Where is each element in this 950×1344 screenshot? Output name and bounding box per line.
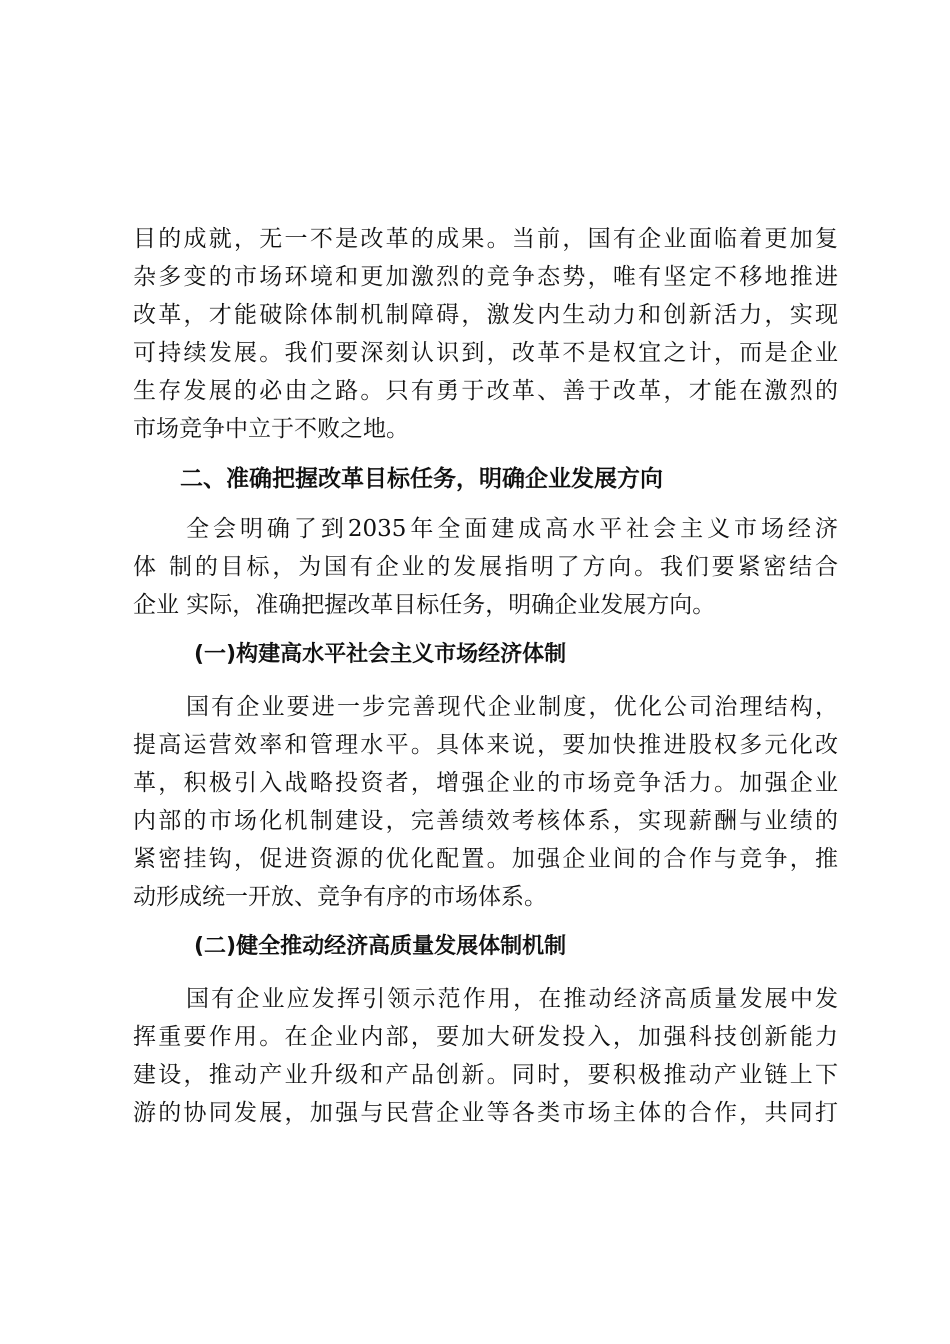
text-line: 国有企业要进一步完善现代企业制度，优化公司治理结构， bbox=[186, 694, 838, 720]
text-line: 改革，才能破除体制机制障碍，激发内生动力和创新活力，实现 bbox=[133, 302, 838, 328]
text-line: 游的协同发展，加强与民营企业等各类市场主体的合作，共同打 bbox=[133, 1100, 838, 1126]
text-line: 目的成就，无一不是改革的成果。当前，国有企业面临着更加复 bbox=[133, 226, 838, 252]
text-line: 紧密挂钩，促进资源的优化配置。加强企业间的合作与竞争，推 bbox=[133, 846, 838, 872]
section-heading: 二、准确把握改革目标任务，明确企业发展方向 bbox=[180, 466, 663, 492]
text-line: 内部的市场化机制建设，完善绩效考核体系，实现薪酬与业绩的 bbox=[133, 808, 838, 834]
subsection-heading: (二)健全推动经济高质量发展体制机制 bbox=[194, 934, 567, 959]
text-line: 国有企业应发挥引领示范作用，在推动经济高质量发展中发 bbox=[186, 986, 838, 1012]
text-line: 企业 实际，准确把握改革目标任务，明确企业发展方向。 bbox=[133, 592, 716, 618]
text-line: 全会明确了到2035年全面建成高水平社会主义市场经济 bbox=[186, 516, 838, 542]
text-line: 建设，推动产业升级和产品创新。同时，要积极推动产业链上下 bbox=[133, 1062, 838, 1088]
subsection-heading: (一)构建高水平社会主义市场经济体制 bbox=[194, 642, 567, 667]
text-line: 生存发展的必由之路。只有勇于改革、善于改革，才能在激烈的 bbox=[133, 378, 838, 404]
text-line: 可持续发展。我们要深刻认识到，改革不是权宜之计，而是企业 bbox=[133, 340, 838, 366]
text-line: 革，积极引入战略投资者，增强企业的市场竞争活力。加强企业 bbox=[133, 770, 838, 796]
text-line: 市场竞争中立于不败之地。 bbox=[133, 416, 409, 442]
text-line: 动形成统一开放、竞争有序的市场体系。 bbox=[133, 884, 547, 910]
text-line: 体 制的目标，为国有企业的发展指明了方向。我们要紧密结合 bbox=[133, 554, 838, 580]
text-line: 挥重要作用。在企业内部，要加大研发投入，加强科技创新能力 bbox=[133, 1024, 838, 1050]
text-line: 杂多变的市场环境和更加激烈的竞争态势，唯有坚定不移地推进 bbox=[133, 264, 838, 290]
text-line: 提高运营效率和管理水平。具体来说，要加快推进股权多元化改 bbox=[133, 732, 838, 758]
